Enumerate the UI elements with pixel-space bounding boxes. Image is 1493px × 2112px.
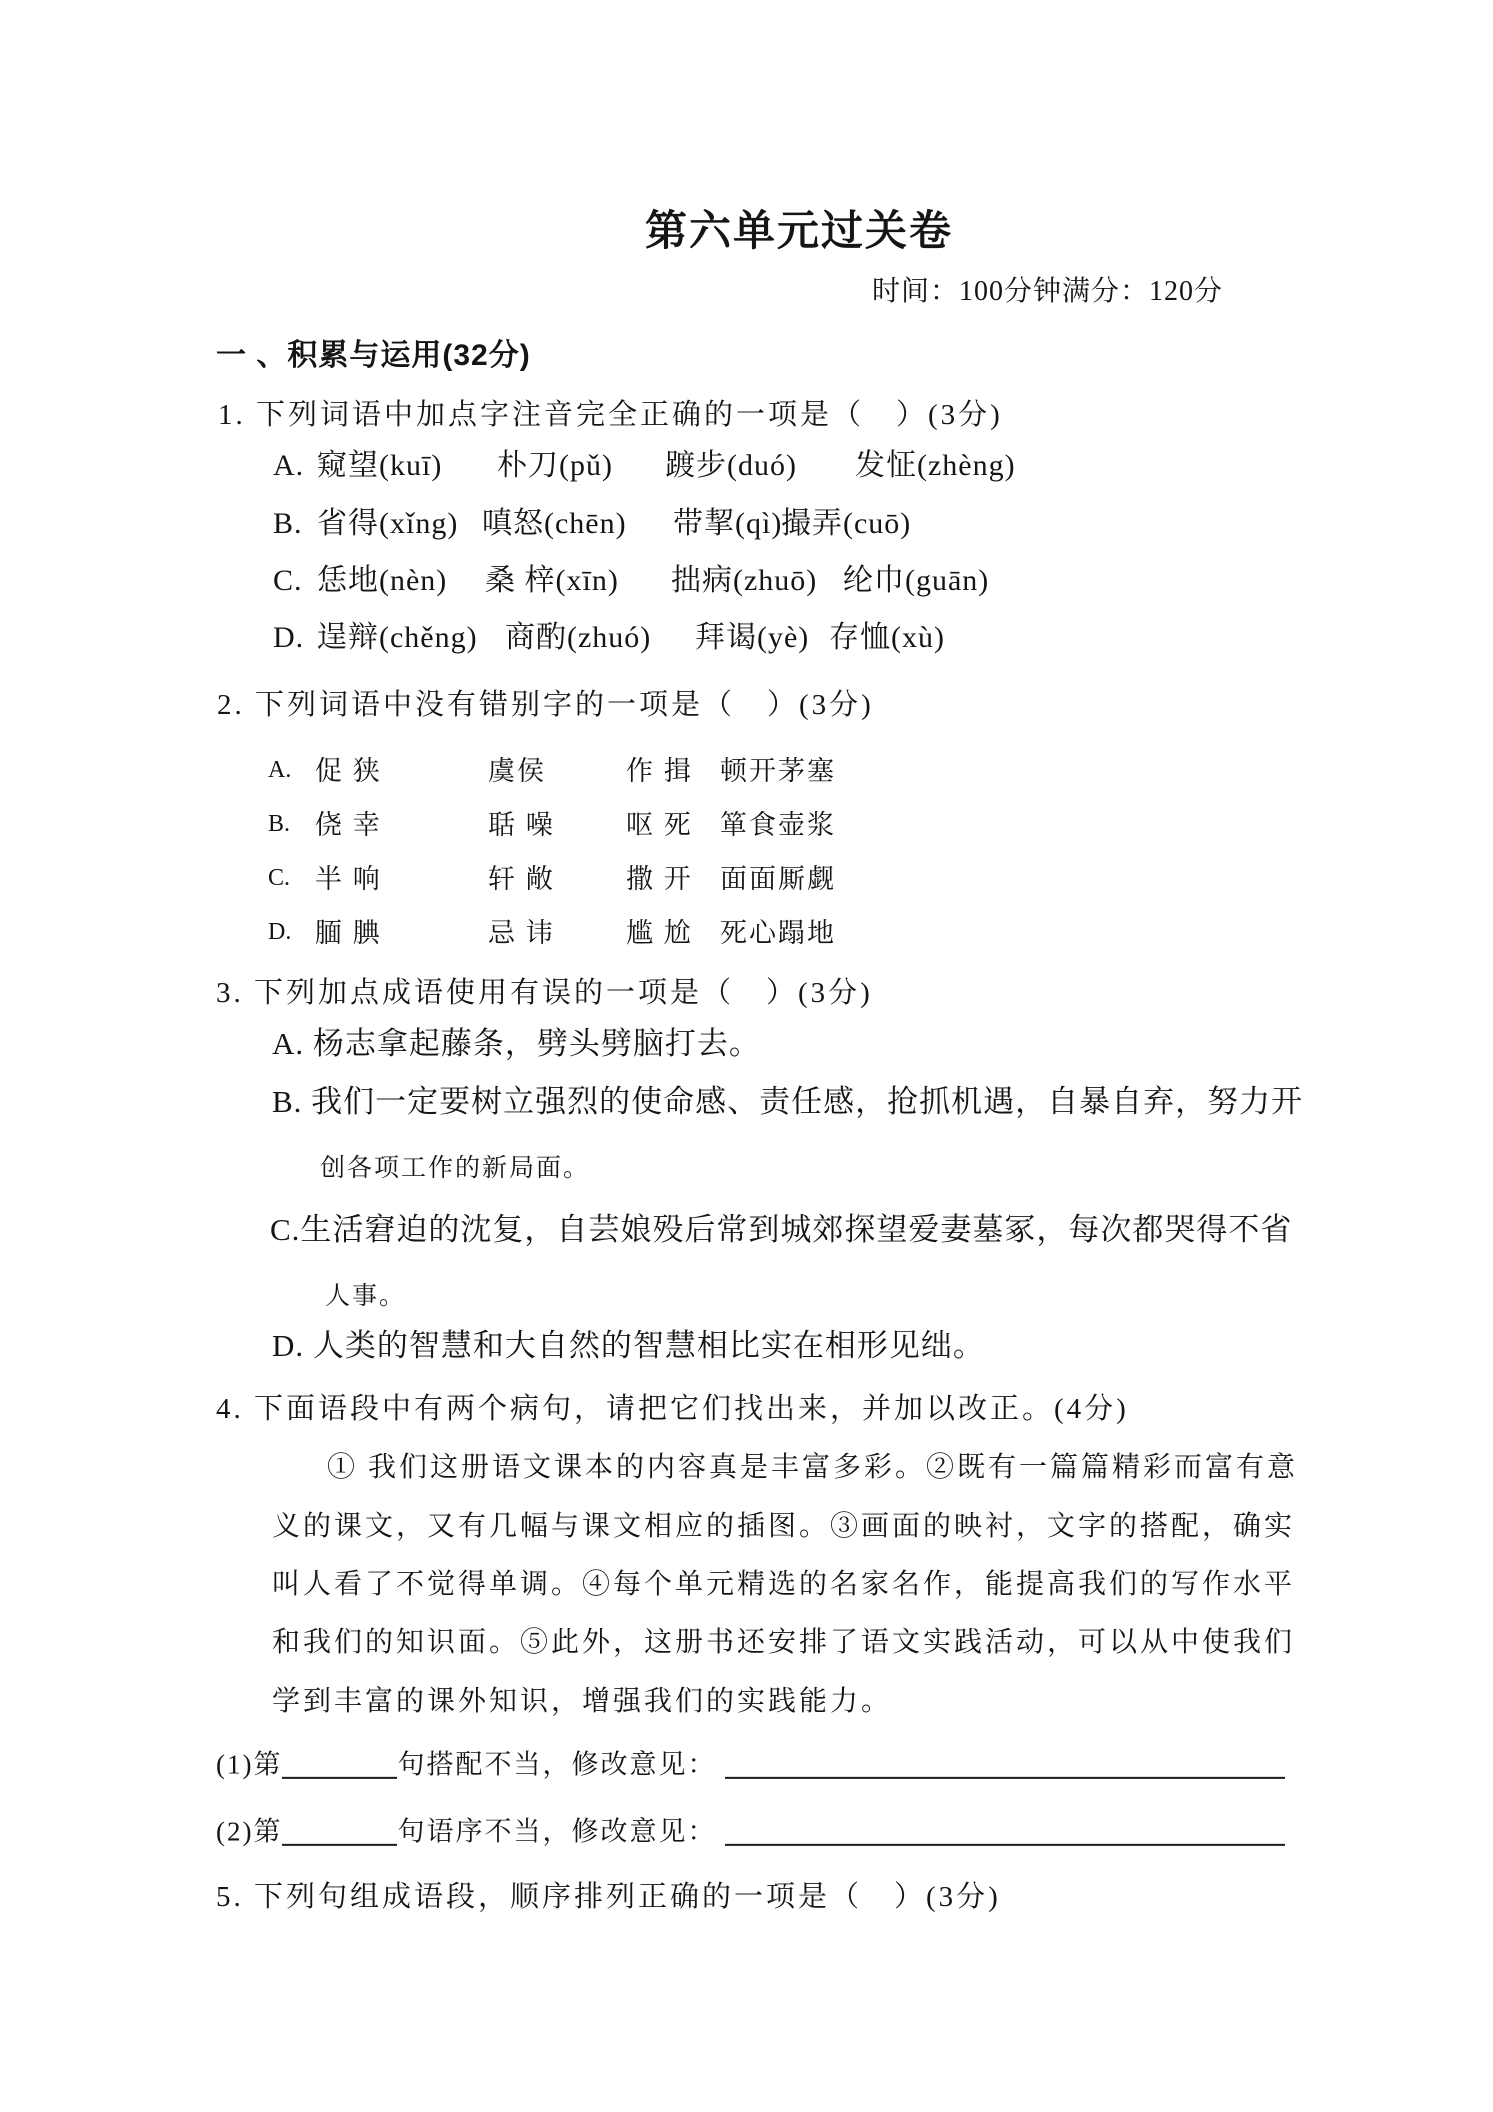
q1-option-b-word-2: 嗔怒(chēn) [482,507,627,540]
q3-option-a: A. 杨志拿起藤条，劈头劈脑打去。 [272,1026,761,1061]
exam-meta-time-score: 时间：100分钟满分：120分 [872,276,1224,307]
q3-stem: 3. 下列加点成语使用有误的一项是（ ）(3分) [216,977,873,1009]
q1-stem: 1. 下列词语中加点字注音完全正确的一项是（ ）(3分) [218,399,1003,431]
q4-answer-2-blank-long [725,1818,1285,1846]
q2-row-b-word-1: 侥 幸 [315,810,382,840]
q4-answer-line-2 [216,1813,1285,1849]
q1-option-d-word-2: 商酌(zhuó) [505,621,652,654]
q1-option-d-word-3: 拜谒(yè) [695,621,810,654]
q2-row-a-word-2: 虞侯 [488,756,546,786]
q3-option-b-line-2: 创各项工作的新局面。 [320,1155,591,1182]
q4-paragraph-line-3: 叫人看了不觉得单调。④每个单元精选的名家名作，能提高我们的写作水平 [272,1569,1296,1600]
q2-row-b-word-2: 聒 噪 [488,810,555,840]
q2-row-b [268,809,1268,845]
q2-row-a-word-3: 作 揖 [626,756,693,786]
q1-option-a-word-3: 踱步(duó) [665,449,797,482]
q2-row-a-word-4: 顿开茅塞 [720,756,836,786]
q1-option-a-word-2: 朴刀(pǔ) [497,449,613,482]
q3-option-c-line-2: 人事。 [325,1283,407,1310]
q2-row-b-letter: B. [268,811,291,837]
q1-option-d-letter: D. [273,621,305,654]
q4-paragraph-line-4: 和我们的知识面。⑤此外，这册书还安排了语文实践活动，可以从中使我们 [272,1627,1296,1658]
q1-option-d [273,619,1373,661]
q2-row-d-word-1: 腼 腆 [315,918,382,948]
q4-answer-line-1 [216,1746,1285,1782]
q4-answer-2-mid: 句语序不当，修改意见： [397,1816,717,1847]
q2-row-c-word-2: 轩 敞 [488,864,555,894]
q2-row-d-letter: D. [268,919,292,945]
q2-row-d-word-2: 忌 讳 [488,918,555,948]
q1-option-c-word-4: 纶巾(guān) [843,564,990,597]
q2-row-c-word-3: 撒 开 [626,864,693,894]
q1-option-b [273,505,1373,547]
q3-option-b-line-1: B. 我们一定要树立强烈的使命感、责任感，抢抓机遇，自暴自弃，努力开 [272,1084,1304,1119]
q2-row-c [268,863,1268,899]
q1-option-a-word-1: 窥望(kuī) [317,449,443,482]
q4-paragraph-line-5: 学到丰富的课外知识，增强我们的实践能力。 [272,1686,893,1717]
q1-option-b-word-1: 省得(xǐng) [317,507,459,540]
q1-option-c-word-1: 恁地(nèn) [317,564,448,597]
q2-row-a [268,755,1268,791]
q1-option-d-word-1: 逞辩(chěng) [317,621,478,654]
q1-option-b-letter: B. [273,507,303,540]
q2-stem: 2. 下列词语中没有错别字的一项是（ ）(3分) [217,689,874,721]
q2-row-c-word-1: 半 响 [315,864,382,894]
q4-paragraph-line-2: 义的课文，又有几幅与课文相应的插图。③画面的映衬，文字的搭配，确实 [272,1511,1296,1542]
q1-option-c-letter: C. [273,564,303,597]
q2-row-c-letter: C. [268,865,291,891]
q4-answer-2-blank-short [282,1818,397,1846]
q4-answer-1-blank-long [725,1751,1285,1779]
q1-option-a [273,447,1373,489]
section-1-heading: 一 、积累与运用(32分) [216,339,531,372]
q2-row-d-word-4: 死心蹋地 [720,918,836,948]
q3-option-d: D. 人类的智慧和大自然的智慧相比实在相形见绌。 [272,1328,985,1363]
q2-row-b-word-4: 箪食壶浆 [720,810,836,840]
q4-answer-1-mid: 句搭配不当，修改意见： [397,1749,717,1780]
q2-row-c-word-4: 面面厮觑 [720,864,836,894]
q4-stem: 4. 下面语段中有两个病句，请把它们找出来，并加以改正。(4分) [216,1393,1129,1425]
q4-answer-2-prefix: (2)第 [216,1816,283,1847]
q1-option-c-word-3: 拙病(zhuō) [671,564,818,597]
q1-option-d-word-4: 存恤(xù) [829,621,945,654]
q4-answer-1-prefix: (1)第 [216,1749,283,1780]
q4-answer-1-blank-short [282,1751,397,1779]
q2-row-d [268,917,1268,953]
q2-row-d-word-3: 尴 尬 [626,918,693,948]
q1-option-b-word-3: 带挈(qì) [673,507,783,540]
q2-row-a-word-1: 促 狭 [315,756,382,786]
q1-option-c-word-2: 桑 梓(xīn) [485,564,619,597]
q1-option-b-word-4: 撮弄(cuō) [781,507,912,540]
q1-option-c [273,562,1373,604]
q1-option-a-word-4: 发怔(zhèng) [855,449,1016,482]
q1-option-a-letter: A. [273,449,305,482]
q4-paragraph-line-1: ① 我们这册语文课本的内容真是丰富多彩。②既有一篇篇精彩而富有意 [327,1452,1299,1483]
q2-row-a-letter: A. [268,757,292,783]
q3-option-c-line-1: C.生活窘迫的沈复，自芸娘殁后常到城郊探望爱妻墓冢，每次都哭得不省 [270,1212,1293,1247]
q5-stem: 5. 下列句组成语段，顺序排列正确的一项是（ ）(3分) [216,1881,1001,1913]
q2-row-b-word-3: 呕 死 [626,810,693,840]
exam-title: 第六单元过关卷 [645,209,954,255]
